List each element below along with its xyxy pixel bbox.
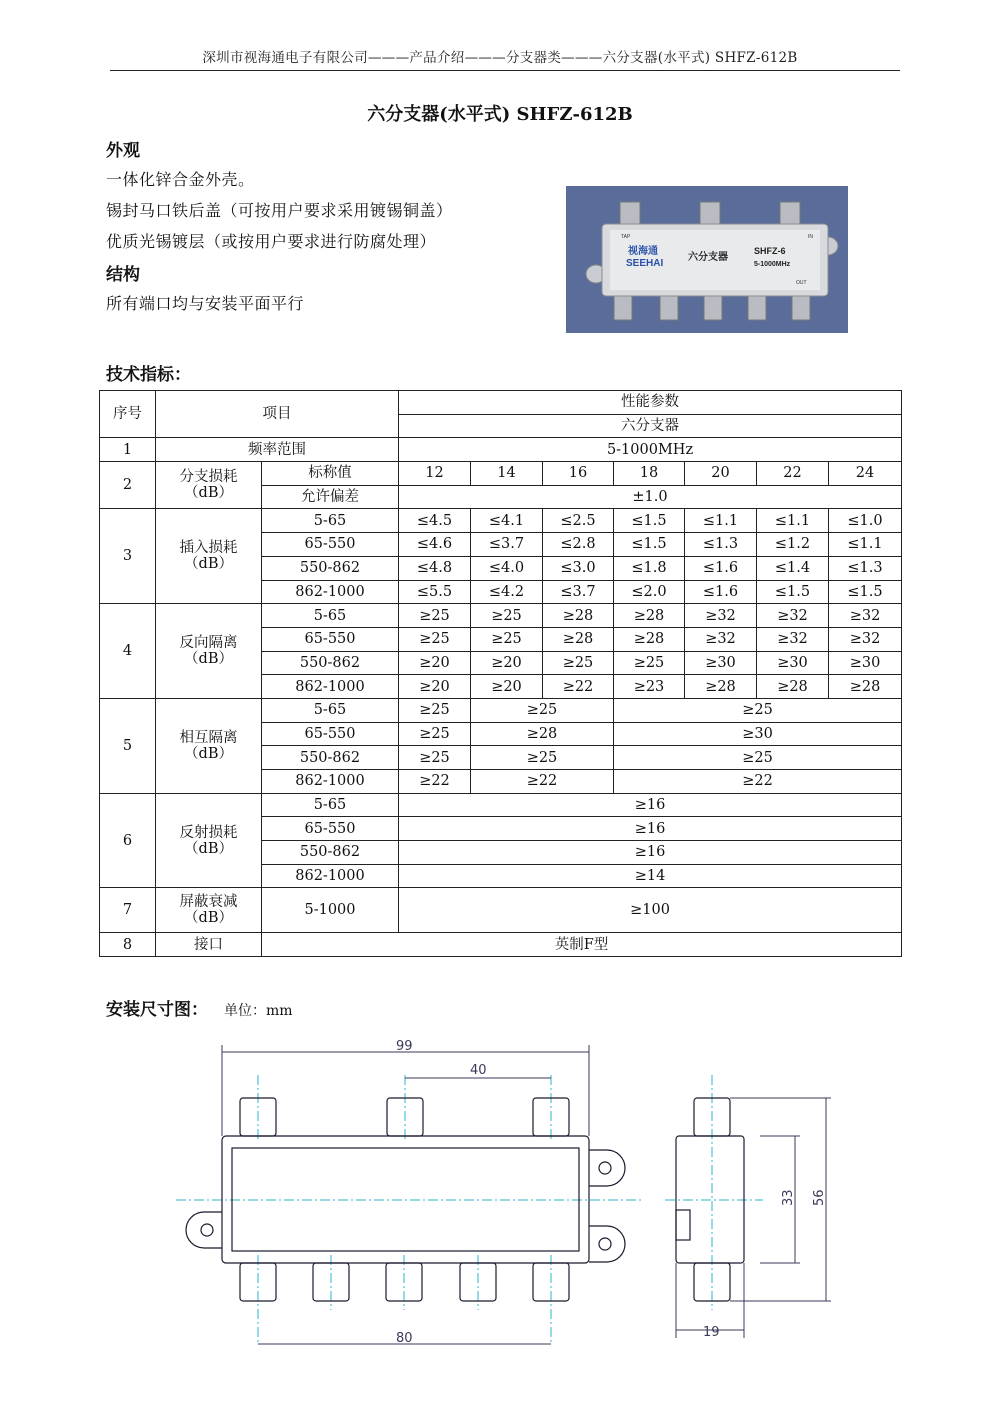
table-cell: ≤2.0 bbox=[614, 580, 685, 604]
table-cell: ≤5.5 bbox=[399, 580, 471, 604]
table-cell: ≥25 bbox=[471, 698, 614, 722]
seq-cell: 2 bbox=[100, 462, 156, 509]
mutual-isolation-group bbox=[100, 698, 902, 793]
table-cell: 65-550 bbox=[262, 722, 399, 746]
photo-freq: 5-1000MHz bbox=[754, 261, 791, 268]
table-cell: ≥25 bbox=[614, 746, 902, 770]
seq-cell: 7 bbox=[100, 888, 156, 933]
table-cell: ≥100 bbox=[399, 888, 902, 933]
value-cell: 22 bbox=[757, 462, 829, 486]
table-cell: ≤4.0 bbox=[471, 556, 543, 580]
table-cell: ≤1.1 bbox=[685, 509, 757, 533]
table-cell: ≥28 bbox=[543, 627, 614, 651]
table-cell: ≤1.5 bbox=[829, 580, 902, 604]
col-item-header: 项目 bbox=[156, 391, 399, 438]
table-cell: ≤1.6 bbox=[685, 580, 757, 604]
value-cell: 5-1000MHz bbox=[399, 438, 902, 462]
table-cell: ≥25 bbox=[471, 627, 543, 651]
table-cell: ≥16 bbox=[399, 793, 902, 817]
table-cell: ≥28 bbox=[543, 604, 614, 628]
sub-item-cell: 标称值 bbox=[262, 462, 399, 486]
seq-cell: 1 bbox=[100, 438, 156, 462]
appearance-line-3: 优质光锡镀层（或按用户要求进行防腐处理） bbox=[106, 232, 437, 251]
table-cell: ≤2.8 bbox=[543, 533, 614, 557]
value-cell: 24 bbox=[829, 462, 902, 486]
photo-in-label: IN bbox=[808, 234, 813, 240]
table-cell: ≥25 bbox=[399, 604, 471, 628]
appearance-line-1: 一体化锌合金外壳。 bbox=[106, 170, 255, 189]
table-cell: ≥23 bbox=[614, 675, 685, 699]
table-cell: ≤2.5 bbox=[543, 509, 614, 533]
table-cell: 5-1000 bbox=[262, 888, 399, 933]
table-cell: ≥22 bbox=[614, 770, 902, 794]
reverse-isolation-group bbox=[100, 604, 902, 699]
seq-cell: 5 bbox=[100, 698, 156, 793]
photo-model: SHFZ-6 bbox=[754, 246, 786, 256]
photo-brand-cn: 视海通 bbox=[628, 246, 658, 257]
table-cell: ≥30 bbox=[685, 651, 757, 675]
seq-cell: 4 bbox=[100, 604, 156, 699]
table-cell: ≤4.8 bbox=[399, 556, 471, 580]
table-cell: ≤1.3 bbox=[685, 533, 757, 557]
table-cell: 65-550 bbox=[262, 817, 399, 841]
photo-brand-en: SEEHAI bbox=[626, 258, 664, 269]
table-cell: ≥28 bbox=[685, 675, 757, 699]
table-cell: ≥28 bbox=[614, 604, 685, 628]
table-cell: ≤1.3 bbox=[829, 556, 902, 580]
table-cell: ≥32 bbox=[685, 604, 757, 628]
table-cell: ≥32 bbox=[757, 627, 829, 651]
table-cell: ≤1.2 bbox=[757, 533, 829, 557]
table-cell: 65-550 bbox=[262, 627, 399, 651]
seq-cell: 8 bbox=[100, 933, 156, 957]
table-cell: ≤1.0 bbox=[829, 509, 902, 533]
table-cell: ≤4.6 bbox=[399, 533, 471, 557]
dim-port-spacing: 40 bbox=[470, 1063, 487, 1078]
col-perf-header: 性能参数 bbox=[399, 391, 902, 415]
spec-table bbox=[99, 390, 902, 957]
table-cell: 550-862 bbox=[262, 746, 399, 770]
page-title: 六分支器(水平式) SHFZ-612B bbox=[367, 104, 633, 125]
table-cell: ≤1.1 bbox=[829, 533, 902, 557]
value-cell: 18 bbox=[614, 462, 685, 486]
table-cell: ≤3.7 bbox=[471, 533, 543, 557]
table-cell: 550-862 bbox=[262, 841, 399, 865]
table-cell: 550-862 bbox=[262, 556, 399, 580]
item-cell: 插入损耗 （dB） bbox=[156, 509, 262, 604]
table-cell: ≥25 bbox=[399, 627, 471, 651]
table-cell: ≥25 bbox=[614, 698, 902, 722]
table-cell: ≥30 bbox=[829, 651, 902, 675]
table-cell: 5-65 bbox=[262, 509, 399, 533]
table-cell: ≥20 bbox=[399, 675, 471, 699]
item-cell: 反向隔离 （dB） bbox=[156, 604, 262, 699]
insertion-loss-group bbox=[100, 509, 902, 604]
value-cell: 12 bbox=[399, 462, 471, 486]
table-cell: ≥16 bbox=[399, 841, 902, 865]
table-cell: 5-65 bbox=[262, 698, 399, 722]
table-cell: ≥22 bbox=[399, 770, 471, 794]
dim-total-width: 99 bbox=[396, 1039, 413, 1054]
table-cell: 862-1000 bbox=[262, 864, 399, 888]
table-cell: 5-65 bbox=[262, 604, 399, 628]
table-cell: ≤1.4 bbox=[757, 556, 829, 580]
table-cell: ≥14 bbox=[399, 864, 902, 888]
table-cell: ≤1.5 bbox=[614, 509, 685, 533]
table-cell: ≥20 bbox=[471, 651, 543, 675]
value-cell: 20 bbox=[685, 462, 757, 486]
table-cell: ≤1.5 bbox=[614, 533, 685, 557]
item-cell: 接口 bbox=[156, 933, 262, 957]
table-cell: ≥25 bbox=[471, 604, 543, 628]
table-cell: ≤3.7 bbox=[543, 580, 614, 604]
appearance-line-2: 锡封马口铁后盖（可按用户要求采用镀锡铜盖） bbox=[106, 201, 453, 220]
item-cell: 相互隔离 （dB） bbox=[156, 698, 262, 793]
item-cell: 反射损耗 （dB） bbox=[156, 793, 262, 888]
table-cell: ≥25 bbox=[399, 746, 471, 770]
table-cell: 862-1000 bbox=[262, 580, 399, 604]
table-cell: 5-65 bbox=[262, 793, 399, 817]
table-cell: ≥25 bbox=[543, 651, 614, 675]
photo-product: 六分支器 bbox=[688, 252, 728, 263]
table-cell: ≥28 bbox=[614, 627, 685, 651]
structure-heading: 结构 bbox=[106, 265, 140, 285]
value-cell: 英制F型 bbox=[262, 933, 902, 957]
structure-text: 所有端口均与安装平面平行 bbox=[106, 294, 305, 313]
table-cell: ≥16 bbox=[399, 817, 902, 841]
sub-item-cell: 允许偏差 bbox=[262, 485, 399, 509]
table-cell: ≥22 bbox=[543, 675, 614, 699]
table-cell: ≤4.5 bbox=[399, 509, 471, 533]
table-cell: ≥28 bbox=[471, 722, 614, 746]
dim-height-total: 56 bbox=[812, 1189, 827, 1206]
table-cell: ≥22 bbox=[471, 770, 614, 794]
install-drawing bbox=[160, 1030, 880, 1354]
value-cell: ±1.0 bbox=[399, 485, 902, 509]
col-seq-header: 序号 bbox=[100, 391, 156, 438]
appearance-heading: 外观 bbox=[106, 141, 140, 161]
table-cell: ≤1.1 bbox=[757, 509, 829, 533]
value-cell: 16 bbox=[543, 462, 614, 486]
table-cell: ≥25 bbox=[399, 698, 471, 722]
table-cell: ≥25 bbox=[471, 746, 614, 770]
table-cell: ≥25 bbox=[614, 651, 685, 675]
dim-depth: 19 bbox=[703, 1325, 720, 1340]
seq-cell: 6 bbox=[100, 793, 156, 888]
table-cell: 862-1000 bbox=[262, 675, 399, 699]
value-cell: 14 bbox=[471, 462, 543, 486]
seq-cell: 3 bbox=[100, 509, 156, 604]
return-loss-group bbox=[100, 793, 902, 888]
table-cell: ≥25 bbox=[399, 722, 471, 746]
item-cell: 分支损耗 （dB） bbox=[156, 462, 262, 509]
table-cell: ≥20 bbox=[399, 651, 471, 675]
photo-out-label: OUT bbox=[796, 280, 807, 286]
dim-height-inner: 33 bbox=[781, 1189, 796, 1206]
table-cell: 550-862 bbox=[262, 651, 399, 675]
table-cell: ≥32 bbox=[685, 627, 757, 651]
table-cell: ≥20 bbox=[471, 675, 543, 699]
product-photo bbox=[566, 186, 848, 333]
install-units: 单位：mm bbox=[224, 1003, 293, 1019]
table-cell: ≤4.1 bbox=[471, 509, 543, 533]
table-cell: ≤1.8 bbox=[614, 556, 685, 580]
table-cell: ≥30 bbox=[757, 651, 829, 675]
table-cell: ≥32 bbox=[829, 604, 902, 628]
table-cell: ≥28 bbox=[829, 675, 902, 699]
specs-heading: 技术指标： bbox=[106, 365, 191, 385]
table-cell: ≥32 bbox=[757, 604, 829, 628]
device-name: 六分支器 bbox=[399, 414, 902, 438]
dim-mount-spacing: 80 bbox=[396, 1331, 413, 1346]
header-rule bbox=[110, 70, 900, 71]
table-cell: ≤3.0 bbox=[543, 556, 614, 580]
install-heading: 安装尺寸图： 单位：mm bbox=[106, 1000, 293, 1020]
table-cell: 65-550 bbox=[262, 533, 399, 557]
table-cell: ≥30 bbox=[614, 722, 902, 746]
page-header: 深圳市视海通电子有限公司———产品介绍———分支器类———六分支器(水平式) SHFZ-612B bbox=[202, 50, 798, 66]
table-cell: ≥28 bbox=[757, 675, 829, 699]
table-cell: ≥32 bbox=[829, 627, 902, 651]
table-cell: ≤1.6 bbox=[685, 556, 757, 580]
table-cell: 862-1000 bbox=[262, 770, 399, 794]
item-cell: 屏蔽衰减 （dB） bbox=[156, 888, 262, 933]
photo-tap-label: TAP bbox=[621, 234, 631, 240]
table-cell: ≤4.2 bbox=[471, 580, 543, 604]
item-cell: 频率范围 bbox=[156, 438, 399, 462]
table-cell: ≤1.5 bbox=[757, 580, 829, 604]
